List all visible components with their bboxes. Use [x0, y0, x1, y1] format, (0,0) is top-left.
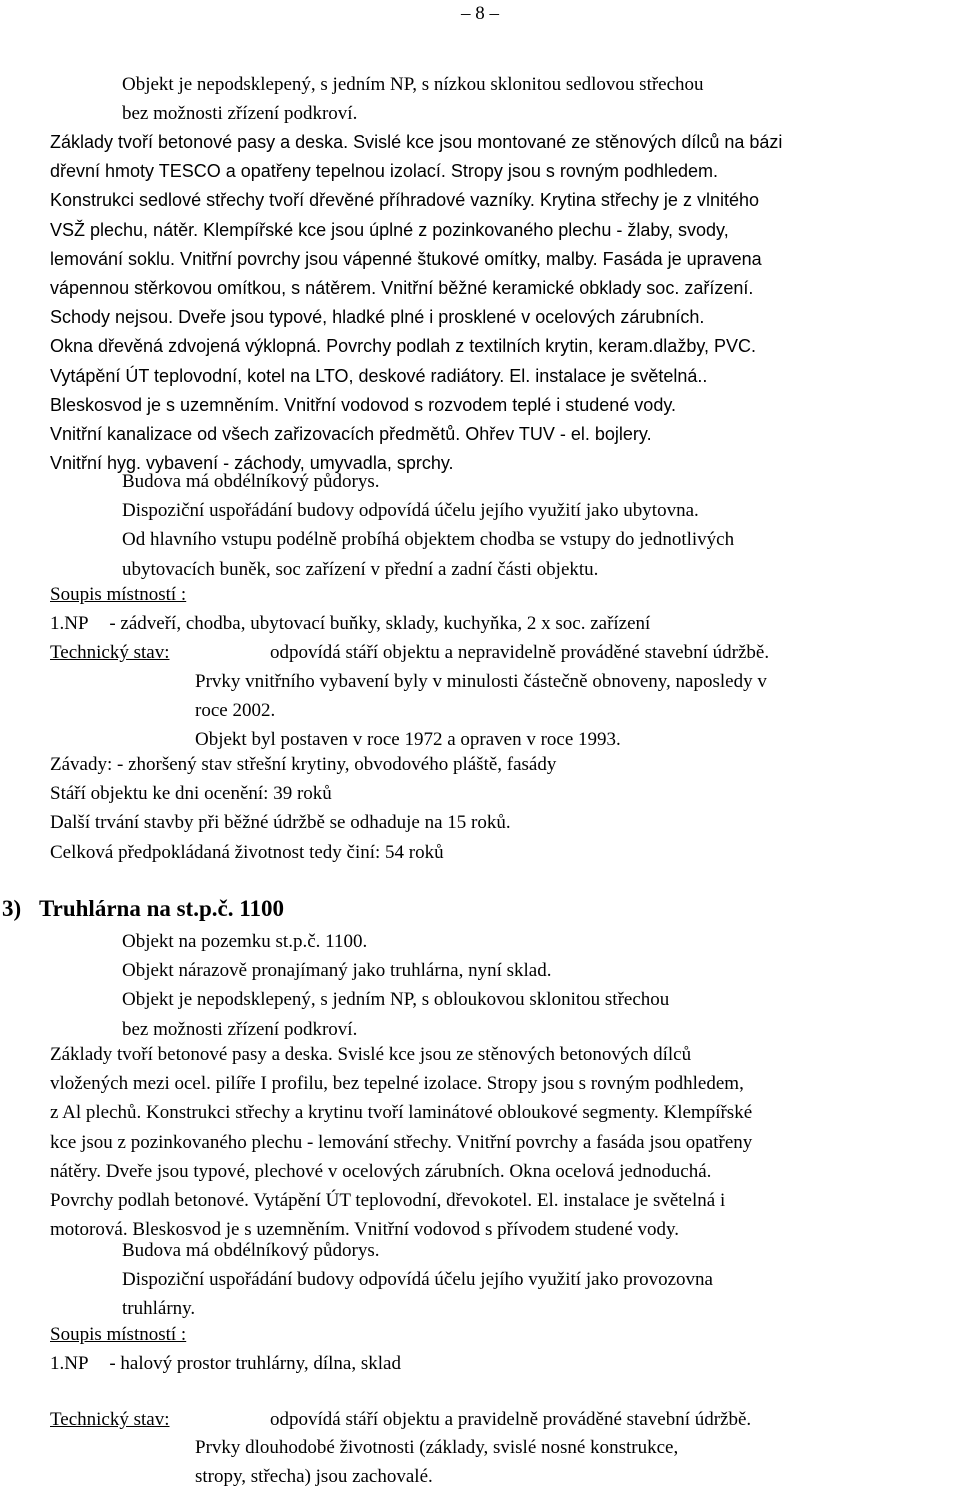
tech-state-value: odpovídá stáří objektu a nepravidelně prováděné stavební údržbě. — [270, 642, 770, 663]
text-line: Vytápění ÚT teplovodní, kotel na LTO, deskové radiátory. El. instalace je světelná.. — [50, 365, 708, 386]
s3-layout — [122, 1236, 713, 1324]
text-line: Objekt na pozemku st.p.č. 1100. — [122, 931, 368, 952]
s3-intro — [122, 927, 669, 1044]
text-line: Objekt je nepodsklepený, s jedním NP, s nízkou sklonitou sedlovou střechou — [122, 74, 704, 95]
text-line: motorová. Bleskosvod je s uzemněním. Vnitřní vodovod s přívodem studené vody. — [50, 1219, 680, 1241]
page-number: – 8 – — [461, 3, 499, 24]
np-label: 1.NP — [50, 1353, 88, 1374]
text-line: z Al plechů. Konstrukci střechy a krytinu tvoří laminátové obloukové segmenty. Klempířské — [50, 1102, 753, 1124]
s2-tech-notes — [195, 667, 767, 755]
text-line: Prvky vnitřního vybavení byly v minulosti částečně obnoveny, naposledy v — [195, 671, 767, 692]
text-line: Základy tvoří betonové pasy a deska. Svislé kce jsou montované ze stěnových dílců na bázi — [50, 132, 783, 152]
s3-description — [50, 1040, 752, 1244]
text-line: Schody nejsou. Dveře jsou typové, hladké plné i prosklené v ocelových zárubních. — [50, 307, 705, 328]
text-line: Prvky dlouhodobé životnosti (základy, svislé nosné konstrukce, — [195, 1437, 679, 1458]
text-line: Od hlavního vstupu podélně probíhá objektem chodba se vstupy do jednotlivých — [122, 529, 735, 551]
np-text: - zádveří, chodba, ubytovací buňky, sklady, kuchyňka, 2 x soc. zařízení — [109, 613, 651, 634]
tech-state-label: Technický stav: — [50, 642, 170, 663]
tech-state-label: Technický stav: — [50, 1409, 170, 1430]
text-line: vápennou stěrkovou omítkou, s nátěrem. Vnitřní běžné keramické obklady soc. zařízení. — [50, 278, 754, 299]
s2-summary — [50, 750, 556, 867]
text-line: Vnitřní hyg. vybavení - záchody, umyvadla, sprchy. — [50, 453, 454, 474]
s2-rooms-label — [50, 580, 186, 609]
text-line: Závady: - zhoršený stav střešní krytiny, obvodového pláště, fasády — [50, 754, 557, 775]
s2-np-row — [50, 609, 650, 638]
text-line: truhlárny. — [122, 1298, 196, 1320]
s2-description — [50, 128, 782, 478]
text-line: Budova má obdélníkový půdorys. — [122, 471, 380, 492]
text-line: ubytovacích buněk, soc zařízení v přední a zadní části objektu. — [122, 558, 599, 580]
section-number: 3) — [2, 896, 22, 921]
text-line: Okna dřevěná zdvojená výklopná. Povrchy podlah z textilních krytin, keram.dlažby, PVC. — [50, 336, 757, 357]
text-line: Dispoziční uspořádání budovy odpovídá účelu jejího využití jako ubytovna. — [122, 500, 699, 522]
section-title: Truhlárna na st.p.č. 1100 — [39, 896, 284, 921]
text-line: bez možnosti zřízení podkroví. — [122, 103, 358, 125]
text-line: Objekt je nepodsklepený, s jedním NP, s obloukovou sklonitou střechou — [122, 989, 670, 1011]
s3-np-row — [50, 1349, 401, 1378]
page-number-value: 8 — [475, 3, 485, 24]
text-line: Konstrukci sedlové střechy tvoří dřevěné příhradové vazníky. Krytina střechy je z vlnitého — [50, 190, 759, 211]
tech-state-value: odpovídá stáří objektu a pravidelně prováděné stavební údržbě. — [270, 1409, 752, 1430]
text-line: Vnitřní kanalizace od všech zařizovacích předmětů. Ohřev TUV - el. bojlery. — [50, 424, 652, 445]
s2-layout — [122, 467, 734, 584]
section-heading — [2, 894, 284, 924]
text-line: Budova má obdélníkový půdorys. — [122, 1240, 380, 1261]
text-line: Stáří objektu ke dni ocenění: 39 roků — [50, 783, 332, 805]
np-text: - halový prostor truhlárny, dílna, sklad — [109, 1353, 401, 1374]
text-line: Základy tvoří betonové pasy a deska. Svislé kce jsou ze stěnových betonových dílců — [50, 1044, 692, 1065]
np-label: 1.NP — [50, 613, 88, 634]
text-line: Bleskosvod je s uzemněním. Vnitřní vodovod s rozvodem teplé i studené vody. — [50, 394, 676, 415]
s3-tech-state — [50, 1405, 950, 1434]
text-line: stropy, střecha) jsou zachovalé. — [195, 1466, 433, 1488]
text-line: Povrchy podlah betonové. Vytápění ÚT teplovodní, dřevokotel. El. instalace je světelná i — [50, 1190, 726, 1212]
text-line: Objekt nárazově pronajímaný jako truhlárna, nyní sklad. — [122, 960, 552, 982]
text-line: lemování soklu. Vnitřní povrchy jsou vápenné štukové omítky, malby. Fasáda je upravena — [50, 248, 762, 269]
text-line: nátěry. Dveře jsou typové, plechové v ocelových zárubních. Okna ocelová jednoduchá. — [50, 1160, 712, 1182]
s3-rooms-label — [50, 1320, 186, 1349]
text-line: bez možnosti zřízení podkroví. — [122, 1018, 358, 1040]
text-line: Další trvání stavby při běžné údržbě se odhaduje na 15 roků. — [50, 812, 511, 834]
s3-tech-notes — [195, 1433, 678, 1491]
rooms-label: Soupis místností : — [50, 1324, 187, 1345]
rooms-label: Soupis místností : — [50, 584, 187, 605]
text-line: vložených mezi ocel. pilíře I profilu, bez tepelné izolace. Stropy jsou s rovným podhledem, — [50, 1073, 744, 1095]
s2-tech-state — [50, 638, 950, 667]
text-line: Objekt byl postaven v roce 1972 a opraven v roce 1993. — [195, 729, 621, 751]
text-line: VSŽ plechu, nátěr. Klempířské kce jsou úplné z pozinkovaného plechu - žlaby, svody, — [50, 219, 729, 240]
text-line: roce 2002. — [195, 700, 276, 722]
text-line: Celková předpokládaná životnost tedy činí: 54 roků — [50, 841, 444, 863]
text-line: Dispoziční uspořádání budovy odpovídá účelu jejího využití jako provozovna — [122, 1269, 713, 1291]
text-line: kce jsou z pozinkovaného plechu - lemování střechy. Vnitřní povrchy a fasáda jsou opatřeny — [50, 1131, 753, 1153]
s2-intro — [122, 70, 704, 128]
text-line: dřevní hmoty TESCO a opatřeny tepelnou izolací. Stropy jsou s rovným podhledem. — [50, 161, 719, 182]
